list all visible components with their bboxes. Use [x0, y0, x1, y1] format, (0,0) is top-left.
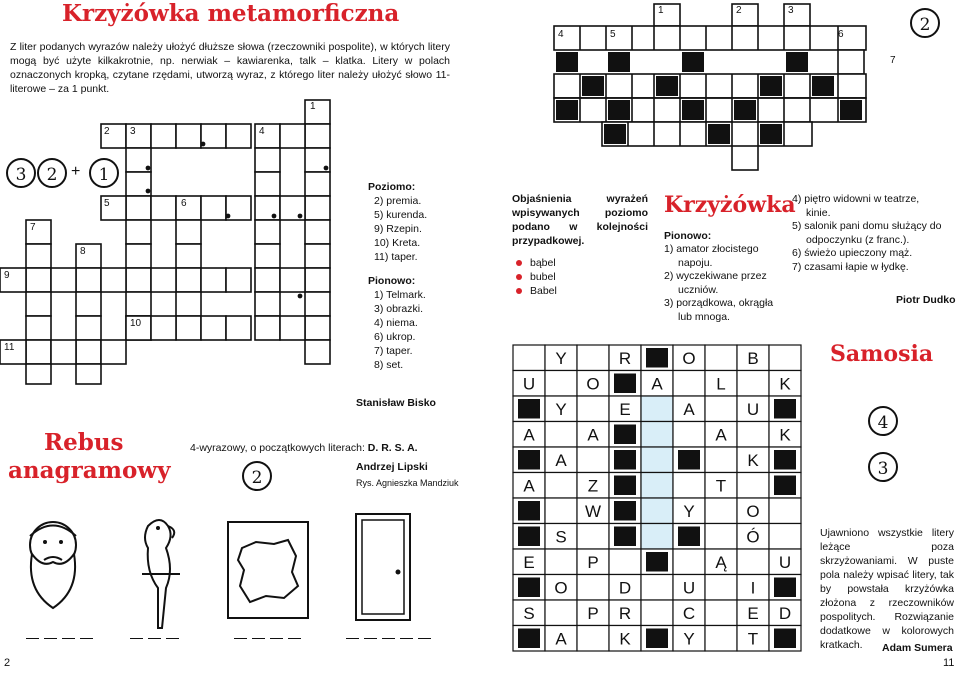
score-circle-3: 3 [6, 158, 36, 188]
top-grid-number-6: 6 [838, 29, 844, 40]
grid-number-11: 11 [4, 342, 15, 353]
right-page-number: 11 [943, 657, 955, 669]
rebus-points-circle: 2 [242, 461, 272, 491]
rebus-description [190, 441, 418, 455]
grid-letter: S [555, 527, 567, 547]
grid-letter: A [523, 425, 535, 445]
grid-cell[interactable] [513, 345, 545, 371]
grid-cell[interactable] [673, 473, 705, 499]
grid-letter: U [746, 399, 760, 419]
down-clue: 2) wyczekiwane przez uczniów. [664, 270, 767, 296]
grid-letter: Z [587, 476, 599, 496]
answer-blank[interactable] [62, 638, 75, 639]
grid-letter: A [651, 374, 663, 394]
grid-letter: A [683, 399, 695, 419]
answer-blank[interactable] [346, 638, 359, 639]
down-label: Pionowo: [368, 275, 416, 287]
samosia-description: Ujawniono wszystkie litery leżące poza skrzyżowaniami. W puste pola należy wpisać litery, tak by powstała krzyżówka złożona z rzeczowników pospolitych. Rozwiązanie dodatkowe w kolorowych kratkach. [820, 527, 954, 651]
grid-cell[interactable] [641, 498, 673, 524]
rebus-title-line2: anagramowy [8, 457, 171, 484]
grid-letter: Y [555, 399, 567, 419]
answer-blank[interactable] [270, 638, 283, 639]
answer-blank[interactable] [148, 638, 161, 639]
rebus-door-picture [348, 512, 418, 622]
explain-list [516, 256, 557, 298]
rebus-author: Andrzej Lipski [356, 461, 428, 473]
grid-letter: O [746, 501, 760, 521]
grid-letter: L [716, 374, 726, 394]
metamorphic-author: Stanisław Bisko [356, 397, 436, 409]
grid-cell[interactable] [577, 447, 609, 473]
grid-cell[interactable] [577, 626, 609, 652]
grid-letter: O [554, 578, 568, 598]
rebus-face-picture [18, 510, 88, 615]
left-page-number: 2 [4, 657, 11, 669]
grid-letter: A [587, 425, 599, 445]
black-square [614, 527, 636, 547]
black-square [614, 450, 636, 470]
grid-letter: C [682, 603, 696, 623]
bullet-icon [516, 260, 522, 266]
grid-cell[interactable] [577, 524, 609, 550]
answer-blank[interactable] [400, 638, 413, 639]
answer-blank[interactable] [234, 638, 247, 639]
answer-blank[interactable] [252, 638, 265, 639]
rebus-title-line1: Rebus [44, 429, 124, 456]
grid-cell[interactable] [705, 524, 737, 550]
grid-cell[interactable] [673, 422, 705, 448]
black-square [646, 348, 668, 368]
grid-cell[interactable] [577, 345, 609, 371]
grid-letter: D [778, 603, 792, 623]
down-clue: 3) obrazki. [374, 303, 424, 315]
grid-letter: Y [683, 629, 695, 649]
bullet-icon [516, 274, 522, 280]
grid-cell[interactable] [737, 371, 769, 397]
down-clue: 3) porządkowa, okrągła lub mnoga. [664, 297, 774, 323]
grid-cell[interactable] [545, 473, 577, 499]
answer-blank[interactable] [44, 638, 57, 639]
grid-number-9: 9 [4, 270, 10, 281]
pionowo-list-b [792, 193, 942, 275]
across-clue: 5) kurenda. [374, 209, 428, 221]
black-square [678, 450, 700, 470]
top-grid-number-7: 7 [890, 55, 896, 66]
grid-letter: U [682, 578, 696, 598]
metamorphic-crossword-title: Krzyżówka metamorficzna [62, 0, 400, 27]
illustrator-credit: Rys. Agnieszka Mandziuk [356, 478, 459, 488]
top-grid-number-2: 2 [736, 5, 742, 16]
black-square [646, 552, 668, 572]
grid-letter: K [619, 629, 631, 649]
bullet-icon [516, 288, 522, 294]
grid-letter: P [587, 552, 599, 572]
black-square [774, 476, 796, 496]
across-clue: 10) Kreta. [374, 237, 421, 249]
grid-letter: U [522, 374, 536, 394]
score-circle-2: 2 [37, 158, 67, 188]
samosia-title: Samosia [830, 341, 934, 367]
down-clue: 4) piętro widowni w teatrze, kinie. [792, 193, 920, 219]
samosia-author: Adam Sumera [882, 642, 953, 654]
grid-letter: Ó [746, 527, 760, 547]
grid-cell[interactable] [705, 498, 737, 524]
grid-cell[interactable] [769, 345, 801, 371]
down-clue: 4) niema. [374, 317, 418, 329]
answer-blank[interactable] [26, 638, 39, 639]
plus-sign: + [71, 163, 81, 180]
answer-blank[interactable] [130, 638, 143, 639]
pionowo-list-a [664, 243, 780, 325]
grid-letter: A [715, 425, 727, 445]
krzyzowka-author: Piotr Dudko [896, 294, 956, 306]
grid-letter: E [523, 552, 535, 572]
down-clue: 7) czasami łapie w łydkę. [792, 260, 909, 273]
top-crossword-grid [552, 2, 892, 172]
answer-blank[interactable] [288, 638, 301, 639]
grid-number-10: 10 [130, 318, 142, 329]
grid-cell[interactable] [545, 498, 577, 524]
grid-letter: I [750, 578, 756, 598]
grid-cell[interactable] [769, 524, 801, 550]
down-clue-list [368, 288, 478, 372]
grid-number-5: 5 [104, 198, 110, 209]
across-clue: 9) Rzepin. [374, 223, 422, 235]
grid-letter: Ą [715, 552, 727, 572]
down-clue: 7) taper. [374, 345, 413, 357]
grid-number-2: 2 [104, 126, 110, 137]
black-square [646, 629, 668, 649]
grid-cell[interactable] [705, 345, 737, 371]
down-clue: 1) amator złocistego napoju. [664, 243, 759, 269]
down-clue: 1) Telmark. [374, 289, 426, 301]
grid-number-3: 3 [130, 126, 136, 137]
grid-letter: A [555, 629, 567, 649]
black-square [614, 425, 636, 445]
black-square [614, 501, 636, 521]
krzyzowka-title: Krzyżówka [664, 192, 796, 218]
top-points-circle: 2 [910, 8, 940, 38]
grid-letter: B [747, 348, 759, 368]
grid-cell[interactable] [577, 396, 609, 422]
grid-cell[interactable] [705, 600, 737, 626]
down-clue: 6) świeżo upieczony mąż. [792, 247, 913, 260]
across-clue: 11) taper. [374, 251, 418, 263]
grid-letter: K [779, 374, 791, 394]
grid-cell[interactable] [641, 600, 673, 626]
grid-letter: R [618, 348, 632, 368]
down-clue: 5) salonik pani domu służący do odpoczynku (z franc.). [792, 220, 942, 246]
answer-blank[interactable] [382, 638, 395, 639]
top-grid-number-1: 1 [658, 5, 664, 16]
grid-number-7: 7 [30, 222, 36, 233]
top-grid-number-3: 3 [788, 5, 794, 16]
grid-letter: A [555, 450, 567, 470]
answer-blank[interactable] [166, 638, 179, 639]
metamorphic-crossword-grid [0, 95, 360, 385]
black-square [518, 399, 540, 419]
grid-cell[interactable] [705, 447, 737, 473]
black-square [518, 450, 540, 470]
grid-letter: R [618, 603, 632, 623]
black-square [614, 374, 636, 394]
grid-cell[interactable] [545, 371, 577, 397]
grid-letter: E [747, 603, 759, 623]
black-square [774, 629, 796, 649]
grid-letter: T [747, 629, 759, 649]
rebus-parrot-picture [128, 512, 188, 632]
grid-cell[interactable] [545, 549, 577, 575]
grid-number-4: 4 [259, 126, 265, 137]
grid-letter: D [618, 578, 632, 598]
rebus-map-picture [226, 520, 310, 620]
grid-cell[interactable] [673, 549, 705, 575]
grid-letter: T [715, 476, 727, 496]
black-square [518, 527, 540, 547]
answer-blank[interactable] [80, 638, 93, 639]
explain-text: Objaśnienia wyrażeń wpisywanych poziomo podano w kolejności przypadkowej. [512, 193, 648, 247]
black-square [518, 501, 540, 521]
grid-letter: S [523, 603, 535, 623]
explain-item: Babel [516, 284, 557, 298]
grid-letter: U [778, 552, 792, 572]
across-clue-list [368, 194, 478, 264]
black-square [614, 476, 636, 496]
grid-cell[interactable] [769, 498, 801, 524]
samosia-grid-svg [512, 344, 802, 652]
explain-item: bubel [516, 270, 557, 284]
black-square [678, 527, 700, 547]
down-clue: 6) ukrop. [374, 331, 416, 343]
grid-cell[interactable] [609, 549, 641, 575]
across-clue: 2) premia. [374, 195, 422, 207]
grid-letter: O [682, 348, 696, 368]
samosia-points-3: 3 [868, 452, 898, 482]
across-label: Poziomo: [368, 181, 416, 193]
grid-letter: O [586, 374, 600, 394]
black-square [774, 450, 796, 470]
grid-cell[interactable] [641, 524, 673, 550]
metamorphic-intro: Z liter podanych wyrazów należy ułożyć dłuższe słowa (rzeczowniki pospolite), w których litery mogą być użyte kilkakrotnie, np. nerwiak – kawiarenka, talk – klatka. Litery w polach oznaczonych kropką, czytane rzędami, utworzą wyraz, z którego liter należy ułożyć słowo 11-literowe – za 1 punkt. [10, 41, 450, 95]
grid-letter: E [619, 399, 631, 419]
black-square [518, 578, 540, 598]
grid-number-8: 8 [80, 246, 86, 257]
grid-cell[interactable] [705, 575, 737, 601]
score-circle-1: 1 [89, 158, 119, 188]
metamorphic-clues [368, 180, 478, 372]
grid-cell[interactable] [641, 473, 673, 499]
explain-item: bąbel [516, 256, 557, 270]
grid-letter: A [523, 476, 535, 496]
top-grid-number-5: 5 [610, 29, 616, 40]
grid-cell[interactable] [577, 575, 609, 601]
grid-cell[interactable] [705, 626, 737, 652]
grid-letter: K [747, 450, 759, 470]
grid-cell[interactable] [737, 473, 769, 499]
grid-letter: W [584, 501, 602, 521]
answer-blank[interactable] [418, 638, 431, 639]
grid-number-1: 1 [310, 101, 316, 112]
samosia-grid [512, 344, 800, 650]
grid-number-6: 6 [181, 198, 187, 209]
answer-blank[interactable] [364, 638, 377, 639]
grid-cell[interactable] [641, 422, 673, 448]
grid-cell[interactable] [545, 600, 577, 626]
down-clue: 8) set. [374, 359, 404, 371]
grid-cell[interactable] [545, 422, 577, 448]
grid-letter: K [779, 425, 791, 445]
grid-cell[interactable] [641, 575, 673, 601]
top-grid-number-4: 4 [558, 29, 564, 40]
black-square [774, 399, 796, 419]
grid-letter: Y [555, 348, 567, 368]
grid-letter: P [587, 603, 599, 623]
grid-cell[interactable] [641, 396, 673, 422]
samosia-points-4: 4 [868, 406, 898, 436]
pionowo-label: Pionowo: [664, 230, 712, 242]
black-square [774, 578, 796, 598]
black-square [518, 629, 540, 649]
grid-letter: Y [683, 501, 695, 521]
rebus-letters: D. R. S. A. [367, 442, 418, 454]
grid-cell[interactable] [737, 549, 769, 575]
grid-cell[interactable] [705, 396, 737, 422]
grid-cell[interactable] [737, 422, 769, 448]
rebus-prefix: 4-wyrazowy, o początkowych literach: [190, 442, 368, 454]
grid-cell[interactable] [641, 447, 673, 473]
grid-cell[interactable] [673, 371, 705, 397]
